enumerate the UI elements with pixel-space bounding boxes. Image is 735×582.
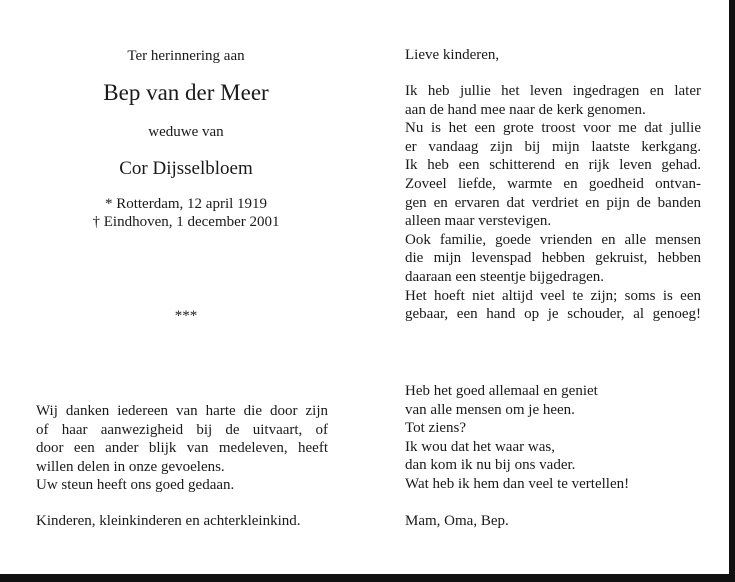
closing-line: Wat heb ik hem dan veel te vertellen! — [405, 475, 630, 492]
letter-line: er vandaag zijn bij mijn laatste kerkgang. — [405, 138, 701, 155]
letter-line: daaraan een steentje bijgedragen. — [405, 268, 605, 285]
closing-line: Heb het goed allemaal en geniet — [405, 383, 598, 399]
letter-line: Het hoeft niet altijd veel te zijn; soms is een — [405, 287, 701, 304]
letter-line: alleen maar verstevigen. — [405, 213, 552, 230]
thanks-paragraph — [36, 402, 328, 495]
letter-line: Ik heb jullie het leven ingedragen en later — [405, 83, 701, 99]
deceased-name: Bep van der Meer — [103, 80, 269, 105]
scan-edge-bottom — [0, 574, 735, 582]
letter-paragraph — [405, 82, 701, 324]
letter-line: aan de hand mee naar de kerk genomen. — [405, 101, 646, 118]
salutation: Lieve kinderen, — [405, 47, 500, 63]
letter-line: Zoveel liefde, warmte en goedheid ontvan- — [405, 175, 701, 192]
letter-line: Ik heb een schitterend en rijk leven gehad. — [405, 157, 701, 174]
right-signature: Mam, Oma, Bep. — [405, 513, 509, 529]
letter-line: Ook familie, goede vrienden en alle mensen — [405, 231, 701, 248]
closing-line: Tot ziens? — [405, 420, 467, 437]
thanks-line: of haar aanwezigheid bij de uitvaart, of — [36, 421, 328, 438]
closing-paragraph — [405, 382, 701, 494]
intro-text: Ter herinnering aan — [127, 48, 245, 64]
left-signature: Kinderen, kleinkinderen en achterkleinkind. — [36, 513, 301, 529]
relation-text: weduwe van — [148, 124, 224, 140]
letter-line: gebaar, een hand op je schouder, al genoeg! — [405, 306, 701, 323]
death-line: † Eindhoven, 1 december 2001 — [92, 214, 280, 230]
separator-stars: *** — [174, 308, 198, 324]
closing-line: van alle mensen om je heen. — [405, 401, 575, 418]
letter-line: gen en ervaren dat verdriet en pijn de banden — [405, 194, 701, 211]
thanks-line: willen delen in onze gevoelens. — [36, 458, 225, 475]
scan-edge-right — [729, 0, 735, 582]
letter-line: Nu is het een grote troost voor me dat jullie — [405, 120, 701, 137]
spouse-name: Cor Dijsselbloem — [119, 158, 253, 179]
closing-line: dan kom ik nu bij ons vader. — [405, 457, 576, 474]
thanks-line: Uw steun heeft ons goed gedaan. — [36, 477, 235, 494]
closing-line: Ik wou dat het waar was, — [405, 438, 555, 455]
letter-line: die mijn levenspad hebben gekruist, hebben — [405, 250, 701, 267]
thanks-line: door een ander blijk van medeleven, heeft — [36, 440, 328, 457]
thanks-line: Wij danken iedereen van harte die door zijn — [36, 403, 328, 419]
birth-line: * Rotterdam, 12 april 1919 — [104, 196, 268, 212]
